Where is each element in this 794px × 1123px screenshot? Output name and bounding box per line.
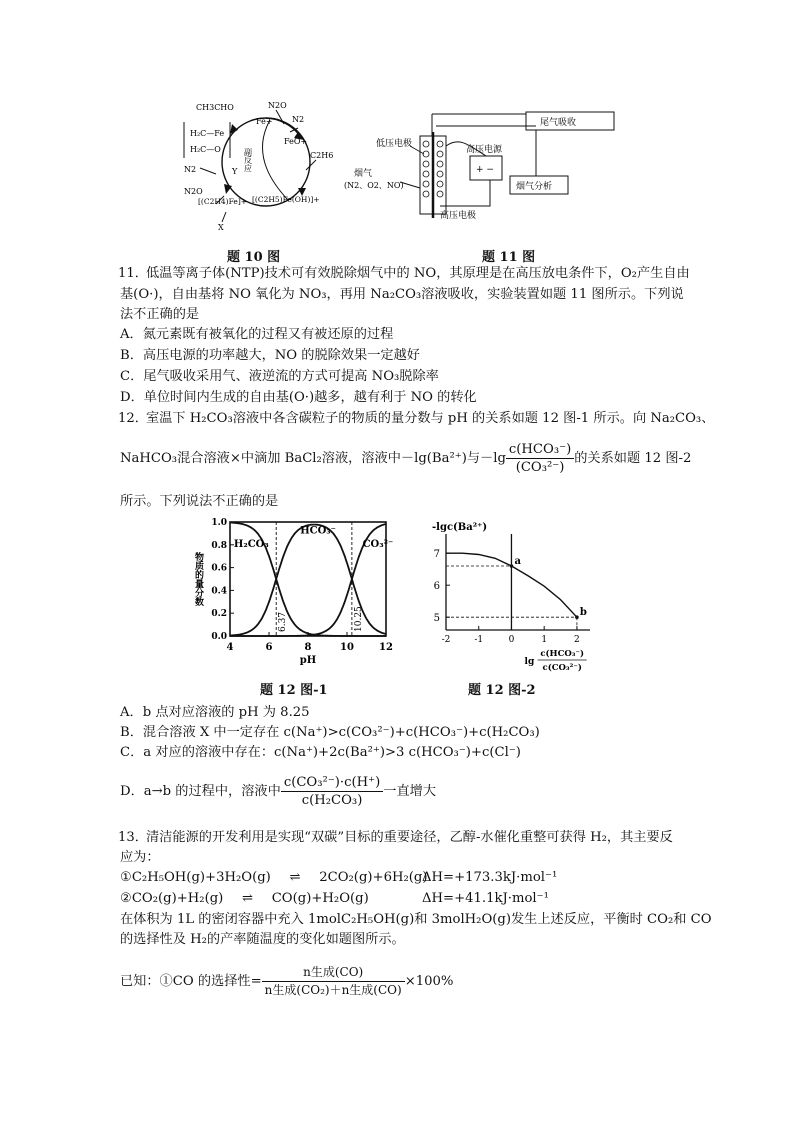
q13-r1-arrow: ⇌ bbox=[289, 870, 301, 885]
chart2-ytick-label: 6 bbox=[433, 581, 440, 593]
q11-option-a: A．氮元素既有被氧化的过程又有被还原的过程 bbox=[120, 327, 394, 342]
chart1-xlabel: pH bbox=[299, 655, 317, 666]
q11-option-d: D．单位时间内生成的自由基(O·)越多，越有利于 NO 的转化 bbox=[120, 390, 477, 405]
chart1-series-label: HCO₃⁻ bbox=[300, 525, 336, 537]
chart2-xtick-label: -2 bbox=[441, 635, 451, 645]
q13-known-numerator: n生成(CO) bbox=[262, 964, 405, 982]
chart1-series-label: CO₃²⁻ bbox=[362, 539, 394, 551]
chart2-xtick-label: 1 bbox=[541, 635, 548, 645]
q12-stem-line-3: 所示。下列说法不正确的是 bbox=[120, 494, 279, 509]
fig10-c2h6: C2H6 bbox=[310, 151, 334, 160]
fig10-side-reaction: 副反应 bbox=[243, 148, 253, 172]
q12-option-d-post: 一直增大 bbox=[383, 784, 437, 799]
fig10-x: X bbox=[218, 223, 224, 232]
chart1-ytick-label: 0.0 bbox=[211, 632, 227, 642]
chart-12-1 bbox=[190, 514, 400, 674]
fig11-low-electrode: 低压电极 bbox=[376, 139, 413, 149]
fig11-high-electrode: 高压电极 bbox=[440, 211, 477, 221]
chart1-xtick-label: 8 bbox=[304, 642, 312, 653]
chart2-xtick-label: 0 bbox=[508, 635, 515, 645]
fig11-gas-analysis: 烟气分析 bbox=[516, 182, 553, 192]
q13-stem-line-5: 在体积为 1L 的密闭容器中充入 1molC₂H₅OH(g)和 3molH₂O(g)发生上述反应，平衡时 CO₂和 CO bbox=[120, 912, 712, 927]
chart-12-2 bbox=[420, 518, 600, 676]
chart1-pka-label: 6.37 bbox=[278, 611, 289, 632]
chart1-pka-label: 10.25 bbox=[353, 606, 364, 632]
chart1-ytick-label: 0.6 bbox=[211, 563, 227, 574]
chart1-ytick-label: 0.4 bbox=[211, 586, 227, 597]
q13-known-pre: 已知：①CO 的选择性= bbox=[120, 974, 262, 989]
chart2-ylabel: -lgc(Ba²⁺) bbox=[432, 522, 488, 533]
q11-option-b: B．高压电源的功率越大，NO 的脱除效果一定越好 bbox=[120, 348, 420, 363]
svg-text:H₂C—O: H₂C—O bbox=[190, 145, 221, 154]
fig10-c2h5feoh: [(C2H5)Fe(OH)]+ bbox=[252, 195, 320, 204]
chart2-xlabel-numerator: c(HCO₃⁻) bbox=[540, 649, 585, 659]
q13-r2-rhs: CO(g)+H₂O(g) bbox=[271, 891, 369, 906]
chart-12-2-title: 题 12 图-2 bbox=[468, 683, 536, 698]
figure-10-diagram bbox=[180, 96, 340, 236]
fig11-tail-gas: 尾气吸收 bbox=[540, 118, 577, 128]
q12-option-d-fraction bbox=[281, 774, 383, 809]
q13-reaction-1 bbox=[120, 868, 558, 888]
chart1-ytick-label: 0.2 bbox=[211, 609, 227, 620]
q13-stem-line-6: 的选择性及 H₂的产率随温度的变化如题图所示。 bbox=[120, 932, 405, 947]
fig11-plus-minus: + − bbox=[476, 165, 494, 175]
q13-stem-line-2: 应为： bbox=[120, 850, 160, 865]
chart2-xlabel-prefix: lg bbox=[524, 657, 535, 667]
q12-fraction-denominator: (CO₃²⁻) bbox=[515, 460, 565, 475]
figure-10-title: 题 10 图 bbox=[227, 250, 281, 265]
chart2-point-label: b bbox=[579, 607, 587, 619]
q11-number: 11． bbox=[118, 266, 148, 281]
fig11-flue-gas-comp: (N2、O2、NO) bbox=[344, 181, 404, 190]
chart2-point bbox=[575, 615, 579, 619]
chart-12-1-title: 题 12 图-1 bbox=[260, 683, 328, 698]
chart1-xtick-label: 6 bbox=[265, 642, 273, 653]
fig10-y: Y bbox=[232, 167, 238, 176]
q13-r1-lhs: ①C₂H₅OH(g)+3H₂O(g) bbox=[120, 870, 271, 885]
chart2-ytick-label: 7 bbox=[433, 549, 440, 561]
chart2-xtick-label: -1 bbox=[474, 635, 484, 645]
q11-stem-line-2: 基(O·)，自由基将 NO 氧化为 NO₃，再用 Na₂CO₃溶液吸收，实验装置如题 11 图所示。下列说 bbox=[120, 287, 684, 302]
figure-11-diagram bbox=[340, 106, 630, 228]
q12-stem-line-2-pre: NaHCO₃混合溶液×中滴加 BaCl₂溶液，溶液中－lg(Ba²⁺)与－lg bbox=[120, 451, 506, 466]
q12-option-d bbox=[120, 772, 436, 812]
q13-r2-lhs: ②CO₂(g)+H₂(g) bbox=[120, 891, 224, 906]
q12-stem-line-1: 室温下 H₂CO₃溶液中各含碳粒子的物质的量分数与 pH 的关系如题 12 图-1 所示。向 Na₂CO₃、 bbox=[146, 411, 715, 426]
q13-r1-dh: ΔH=+173.3kJ·mol⁻¹ bbox=[422, 870, 558, 885]
fig10-n2-top: N2 bbox=[292, 115, 305, 124]
chart1-ytick-label: 1.0 bbox=[211, 518, 227, 528]
q12-fraction-numerator: c(HCO₃⁻) bbox=[506, 441, 574, 459]
fig10-n2-left: N2 bbox=[184, 165, 197, 174]
svg-text:H₂C—Fe: H₂C—Fe bbox=[190, 129, 225, 138]
fig10-ch3cho: CH3CHO bbox=[196, 103, 234, 112]
q13-reaction-2 bbox=[120, 889, 549, 909]
q13-number: 13． bbox=[118, 830, 148, 845]
fig10-c2h4fe: [(C2H4)Fe]+ bbox=[198, 197, 248, 206]
q12-option-c: C．a 对应的溶液中存在：c(Na⁺)+2c(Ba²⁺)>3 c(HCO₃⁻)+c(Cl⁻) bbox=[120, 745, 521, 760]
chart2-xlabel-denominator: c(CO₃²⁻) bbox=[542, 663, 582, 673]
chart1-series-label: H₂CO₃ bbox=[233, 539, 269, 551]
q12-option-d-denominator: c(H₂CO₃) bbox=[301, 793, 363, 808]
fig10-n2o-left: N2O bbox=[184, 187, 203, 196]
q13-stem-line-1: 清洁能源的开发利用是实现“双碳”目标的重要途径，乙醇-水催化重整可获得 H₂，其主要反 bbox=[146, 830, 673, 845]
q12-option-d-numerator: c(CO₃²⁻)·c(H⁺) bbox=[281, 774, 383, 792]
fig11-flue-gas: 烟气 bbox=[354, 169, 373, 179]
q13-known-denominator: n生成(CO₂)＋n生成(CO) bbox=[264, 983, 402, 997]
q13-r1-rhs: 2CO₂(g)+6H₂(g) bbox=[319, 870, 428, 885]
chart2-xtick-label: 2 bbox=[574, 635, 580, 645]
q12-stem-fraction bbox=[506, 441, 574, 476]
chart1-ylabel: 物质的量分数 bbox=[193, 552, 203, 606]
chart2-point-label: a bbox=[514, 556, 521, 567]
q12-number: 12． bbox=[118, 411, 148, 426]
q13-known-fraction bbox=[262, 964, 405, 999]
fig10-n2o-top: N2O bbox=[268, 101, 287, 110]
q11-stem-line-3: 法不正确的是 bbox=[120, 307, 200, 322]
q12-option-d-pre: D．a→b 的过程中，溶液中 bbox=[120, 784, 281, 799]
fig11-high-power: 高压电源 bbox=[466, 145, 503, 155]
figure-11-title: 题 11 图 bbox=[482, 250, 536, 265]
chart2-ytick-label: 5 bbox=[433, 613, 440, 625]
chart1-xtick-label: 4 bbox=[226, 642, 234, 653]
chart1-xtick-label: 10 bbox=[340, 642, 354, 653]
chart1-xtick-label: 12 bbox=[379, 642, 393, 653]
q12-stem-line-2-post: 的关系如题 12 图-2 bbox=[574, 451, 692, 466]
q13-known bbox=[120, 962, 453, 1002]
fig10-feo-plus: FeO+ bbox=[284, 137, 308, 146]
chart2-point bbox=[510, 564, 514, 568]
fig10-fe-plus: Fe+ bbox=[256, 117, 273, 126]
q12-option-a: A．b 点对应溶液的 pH 为 8.25 bbox=[120, 705, 310, 720]
q13-known-post: ×100% bbox=[404, 974, 454, 989]
q12-stem-line-2 bbox=[120, 440, 691, 478]
q12-option-b: B．混合溶液 X 中一定存在 c(Na⁺)>c(CO₃²⁻)+c(HCO₃⁻)+c(H₂CO₃) bbox=[120, 725, 540, 740]
q11-option-c: C．尾气吸收采用气、液逆流的方式可提高 NO₃脱除率 bbox=[120, 369, 439, 384]
chart1-ytick-label: 0.8 bbox=[211, 540, 227, 551]
q11-stem-line-1: 低温等离子体(NTP)技术可有效脱除烟气中的 NO，其原理是在高压放电条件下，O₂产生自由 bbox=[146, 266, 690, 281]
q13-r2-dh: ΔH=+41.1kJ·mol⁻¹ bbox=[422, 891, 549, 906]
q13-r2-arrow: ⇌ bbox=[241, 891, 254, 906]
